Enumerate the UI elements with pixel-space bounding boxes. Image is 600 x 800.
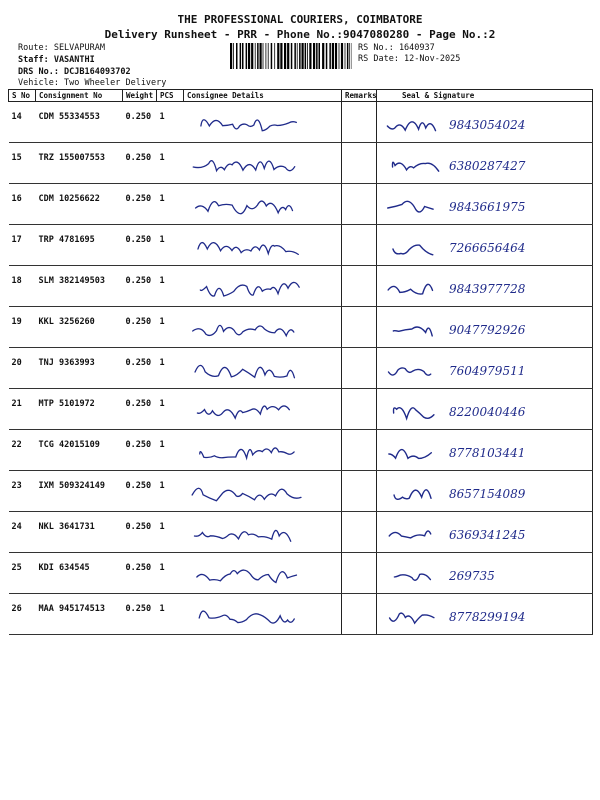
row-signature — [377, 307, 593, 348]
handwritten-phone: 9843661975 — [449, 200, 526, 214]
handwritten-name — [184, 266, 334, 306]
handwritten-name — [184, 389, 334, 429]
col-pcs: PCS — [157, 90, 184, 102]
row-weight: 0.250 — [123, 594, 157, 635]
row-signature — [377, 225, 593, 266]
handwritten-signature — [377, 143, 447, 183]
row-consignee-details — [184, 389, 342, 430]
table-row — [9, 389, 593, 430]
row-signature — [377, 594, 593, 635]
row-signature — [377, 143, 593, 184]
handwritten-signature — [377, 184, 447, 224]
row-sno: 16 — [9, 184, 36, 225]
row-pcs: 1 — [157, 389, 184, 430]
row-consignment-no: IXM 509324149 — [36, 471, 123, 512]
handwritten-phone: 9843054024 — [449, 118, 526, 132]
row-signature — [377, 266, 593, 307]
row-pcs: 1 — [157, 102, 184, 143]
table-row — [9, 184, 593, 225]
row-consignee-details — [184, 553, 342, 594]
row-remarks — [342, 143, 377, 184]
handwritten-signature — [377, 471, 447, 511]
row-consignee-details — [184, 143, 342, 184]
row-consignee-details — [184, 471, 342, 512]
row-consignment-no: TRZ 155007553 — [36, 143, 123, 184]
row-consignee-details — [184, 102, 342, 143]
row-signature — [377, 471, 593, 512]
handwritten-signature — [377, 389, 447, 429]
rs-date: RS Date: 12-Nov-2025 — [358, 54, 461, 64]
drs-number: DRS No.: DCJB164093702 — [18, 67, 131, 77]
handwritten-signature — [377, 430, 447, 470]
handwritten-name — [184, 430, 334, 470]
handwritten-signature — [377, 102, 447, 142]
row-remarks — [342, 553, 377, 594]
row-consignee-details — [184, 594, 342, 635]
handwritten-signature — [377, 594, 447, 634]
table-row — [9, 102, 593, 143]
row-sno: 15 — [9, 143, 36, 184]
row-consignee-details — [184, 307, 342, 348]
handwritten-phone: 6380287427 — [449, 159, 526, 173]
row-signature — [377, 102, 593, 143]
handwritten-signature — [377, 348, 447, 388]
row-pcs: 1 — [157, 594, 184, 635]
row-signature — [377, 348, 593, 389]
row-pcs: 1 — [157, 553, 184, 594]
row-pcs: 1 — [157, 307, 184, 348]
handwritten-name — [184, 143, 334, 183]
row-remarks — [342, 348, 377, 389]
row-consignment-no: MTP 5101972 — [36, 389, 123, 430]
col-consignment: Consignment No — [36, 90, 123, 102]
table-row — [9, 471, 593, 512]
barcode-image — [230, 43, 352, 69]
handwritten-phone: 8778103441 — [449, 446, 526, 460]
row-consignment-no: KKL 3256260 — [36, 307, 123, 348]
row-weight: 0.250 — [123, 348, 157, 389]
row-remarks — [342, 430, 377, 471]
row-signature — [377, 184, 593, 225]
route-label: Route: SELVAPURAM — [18, 43, 105, 53]
table-header-row — [9, 90, 593, 102]
row-pcs: 1 — [157, 143, 184, 184]
row-consignment-no: TNJ 9363993 — [36, 348, 123, 389]
row-weight: 0.250 — [123, 143, 157, 184]
row-pcs: 1 — [157, 430, 184, 471]
handwritten-signature — [377, 225, 447, 265]
handwritten-name — [184, 184, 334, 224]
row-weight: 0.250 — [123, 512, 157, 553]
row-consignment-no: TCG 42015109 — [36, 430, 123, 471]
table-row — [9, 225, 593, 266]
handwritten-phone: 9047792926 — [449, 323, 526, 337]
row-remarks — [342, 471, 377, 512]
row-sno: 14 — [9, 102, 36, 143]
col-weight: Weight — [123, 90, 157, 102]
handwritten-phone: 9843977728 — [449, 282, 526, 296]
company-title: THE PROFESSIONAL COURIERS, COIMBATORE — [177, 13, 423, 26]
handwritten-name — [184, 307, 334, 347]
handwritten-phone: 269735 — [449, 569, 495, 583]
handwritten-name — [184, 471, 334, 511]
handwritten-phone: 8657154089 — [449, 487, 526, 501]
row-signature — [377, 512, 593, 553]
table-row — [9, 430, 593, 471]
row-pcs: 1 — [157, 184, 184, 225]
row-consignment-no: TRP 4781695 — [36, 225, 123, 266]
row-sno: 17 — [9, 225, 36, 266]
row-weight: 0.250 — [123, 266, 157, 307]
table-row — [9, 348, 593, 389]
row-consignee-details — [184, 430, 342, 471]
row-consignee-details — [184, 184, 342, 225]
row-signature — [377, 389, 593, 430]
row-weight: 0.250 — [123, 184, 157, 225]
row-weight: 0.250 — [123, 225, 157, 266]
row-pcs: 1 — [157, 225, 184, 266]
handwritten-phone: 8220040446 — [449, 405, 526, 419]
handwritten-signature — [377, 553, 447, 593]
row-sno: 23 — [9, 471, 36, 512]
row-pcs: 1 — [157, 266, 184, 307]
row-pcs: 1 — [157, 348, 184, 389]
row-remarks — [342, 594, 377, 635]
handwritten-phone: 8778299194 — [449, 610, 526, 624]
row-sno: 24 — [9, 512, 36, 553]
row-pcs: 1 — [157, 512, 184, 553]
row-signature — [377, 430, 593, 471]
row-remarks — [342, 102, 377, 143]
row-weight: 0.250 — [123, 430, 157, 471]
row-remarks — [342, 266, 377, 307]
row-weight: 0.250 — [123, 553, 157, 594]
vehicle-label: Vehicle: Two Wheeler Delivery — [18, 78, 167, 88]
row-remarks — [342, 512, 377, 553]
handwritten-name — [184, 553, 334, 593]
handwritten-phone: 7266656464 — [449, 241, 526, 255]
row-sno: 26 — [9, 594, 36, 635]
row-sno: 21 — [9, 389, 36, 430]
table-row — [9, 512, 593, 553]
col-signature: Seal & Signature — [377, 90, 593, 102]
row-sno: 22 — [9, 430, 36, 471]
row-consignee-details — [184, 348, 342, 389]
row-remarks — [342, 389, 377, 430]
table-row — [9, 266, 593, 307]
row-sno: 25 — [9, 553, 36, 594]
handwritten-phone: 6369341245 — [449, 528, 526, 542]
handwritten-name — [184, 512, 334, 552]
row-consignee-details — [184, 225, 342, 266]
handwritten-signature — [377, 512, 447, 552]
row-sno: 20 — [9, 348, 36, 389]
row-consignment-no: NKL 3641731 — [36, 512, 123, 553]
row-consignment-no: CDM 10256622 — [36, 184, 123, 225]
row-sno: 19 — [9, 307, 36, 348]
row-consignee-details — [184, 512, 342, 553]
row-weight: 0.250 — [123, 307, 157, 348]
row-consignment-no: KDI 634545 — [36, 553, 123, 594]
rs-number: RS No.: 1640937 — [358, 43, 435, 53]
row-signature — [377, 553, 593, 594]
handwritten-name — [184, 102, 334, 142]
table-row — [9, 553, 593, 594]
handwritten-signature — [377, 266, 447, 306]
handwritten-name — [184, 225, 334, 265]
col-sno: S No — [9, 90, 36, 102]
col-consignee: Consignee Details — [184, 90, 342, 102]
handwritten-name — [184, 348, 334, 388]
row-consignment-no: CDM 55334553 — [36, 102, 123, 143]
row-weight: 0.250 — [123, 471, 157, 512]
row-weight: 0.250 — [123, 389, 157, 430]
table-row — [9, 594, 593, 635]
row-sno: 18 — [9, 266, 36, 307]
handwritten-signature — [377, 307, 447, 347]
runsheet-subtitle: Delivery Runsheet - PRR - Phone No.:9047080280 - Page No.:2 — [104, 28, 496, 41]
row-consignee-details — [184, 266, 342, 307]
row-consignment-no: SLM 382149503 — [36, 266, 123, 307]
row-remarks — [342, 225, 377, 266]
row-weight: 0.250 — [123, 102, 157, 143]
col-remarks: Remarks — [342, 90, 377, 102]
row-remarks — [342, 307, 377, 348]
handwritten-name — [184, 594, 334, 634]
runsheet-table — [8, 89, 593, 635]
row-remarks — [342, 184, 377, 225]
table-row — [9, 307, 593, 348]
row-pcs: 1 — [157, 471, 184, 512]
table-row — [9, 143, 593, 184]
row-consignment-no: MAA 945174513 — [36, 594, 123, 635]
handwritten-phone: 7604979511 — [449, 364, 526, 378]
staff-label: Staff: VASANTHI — [18, 55, 95, 65]
